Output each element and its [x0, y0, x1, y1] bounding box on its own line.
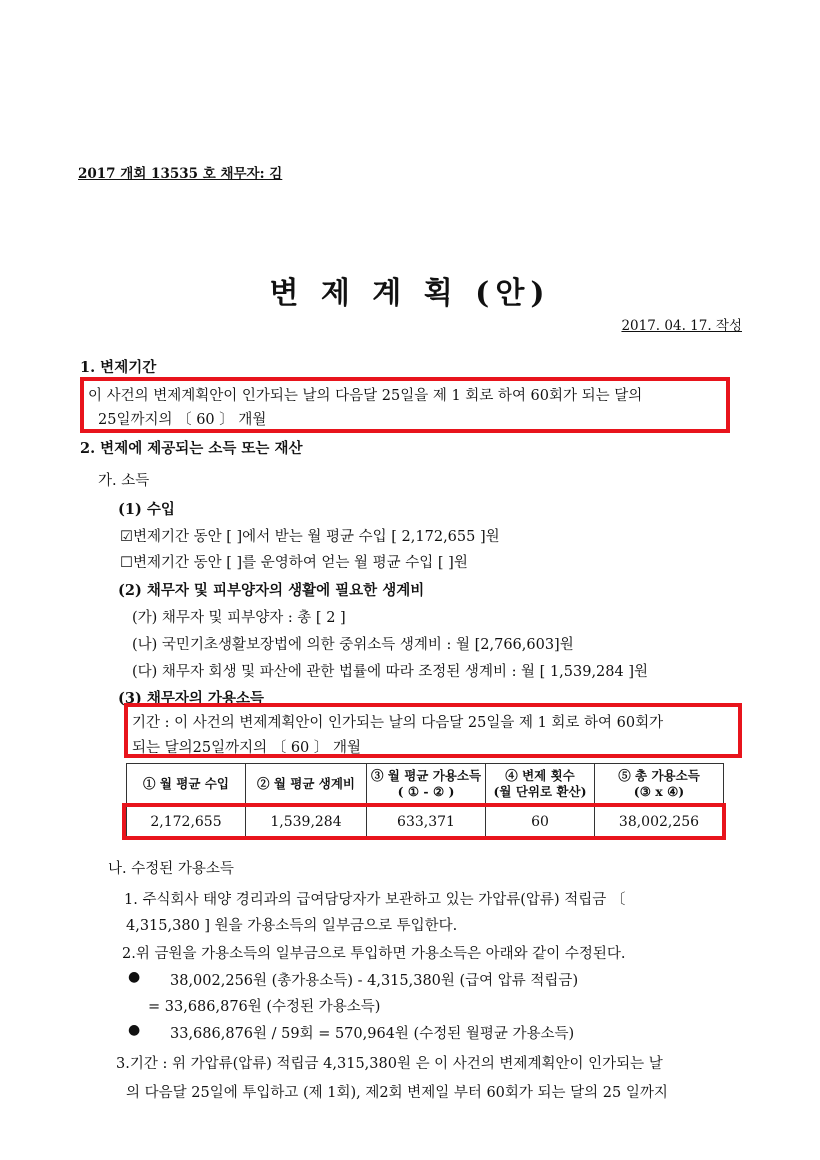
value-monthly-income: 2,172,655: [127, 805, 246, 840]
header-repayment-count: ④ 변제 횟수 (월 단위로 환산): [486, 764, 595, 805]
header-total-available: ⑤ 총 가용소득 (③ x ④): [595, 764, 724, 805]
living-cost-adjusted: (다) 채무자 회생 및 파산에 관한 법률에 따라 조정된 생계비 : 월 [ 1,539,284 ]원: [132, 664, 649, 680]
income-line-business: ☐변제기간 동안 [ ]를 운영하여 얻는 월 평균 수입 [ ]원: [120, 555, 468, 571]
income-line-salary: ☑변제기간 동안 [ ]에서 받는 월 평균 수입 [ 2,172,655 ]원: [120, 529, 500, 545]
bullet-icon: ●: [128, 969, 141, 985]
living-cost-median: (나) 국민기초생활보장법에 의한 중위소득 생계비 : 월 [2,766,603]원: [132, 637, 574, 653]
case-number-line: 2017 개회 13535 호 채무자: 김: [78, 166, 283, 182]
calc-adjusted-total: = 33,686,876원 (수정된 가용소득): [148, 999, 381, 1015]
income-heading: (1) 수입: [118, 501, 175, 518]
highlight-box-table-values: [122, 803, 726, 840]
adjusted-item3-line1: 3.기간 : 위 가압류(압류) 적립금 4,315,380원 은 이 사건의 변제계획안이 인가되는 날: [116, 1056, 663, 1072]
header-monthly-income: ① 월 평균 수입: [127, 764, 246, 805]
repayment-period-line1: 이 사건의 변제계획안이 인가되는 날의 다음달 25일을 제 1 회로 하여 60회가 되는 달의: [88, 388, 643, 404]
available-period-line1: 기간 : 이 사건의 변제계획안이 인가되는 날의 다음달 25일을 제 1 회로 하여 60회가: [132, 715, 664, 731]
table-header-row: [127, 764, 724, 805]
section1-heading: 1. 변제기간: [80, 359, 157, 376]
repayment-period-line2: 25일까지의 〔 60 〕 개월: [98, 412, 267, 428]
adjusted-item2: 2.위 금원을 가용소득의 일부금으로 투입하면 가용소득은 아래와 같이 수정된다.: [122, 946, 626, 962]
adjusted-item1-line1: 1. 주식회사 태양 경리과의 급여담당자가 보관하고 있는 가압류(압류) 적립금 〔: [124, 892, 626, 908]
adjusted-item3-line2: 의 다음달 25일에 투입하고 (제 1회), 제2회 변제일 부터 60회가 되는 달의 25 일까지: [126, 1085, 668, 1101]
value-total-available: 38,002,256: [595, 805, 724, 840]
adjusted-item1-line2: 4,315,380 ] 원을 가용소득의 일부금으로 투입한다.: [126, 918, 458, 934]
document-title: 변 제 계 획 (안): [269, 276, 551, 311]
available-income-heading: (3) 채무자의 가용소득: [118, 690, 264, 707]
value-monthly-available: 633,371: [367, 805, 486, 840]
living-cost-heading: (2) 채무자 및 피부양자의 생활에 필요한 생계비: [118, 582, 425, 599]
bullet-icon: ●: [128, 1022, 141, 1038]
value-monthly-living-cost: 1,539,284: [246, 805, 367, 840]
header-monthly-living-cost: ② 월 평균 생계비: [246, 764, 367, 805]
header-monthly-available: ③ 월 평균 가용소득 ( ① - ② ): [367, 764, 486, 805]
document-date: 2017. 04. 17. 작성: [621, 318, 742, 334]
calc-adjusted-monthly: 33,686,876원 / 59회 = 570,964원 (수정된 월평균 가용소득): [170, 1026, 575, 1042]
value-repayment-count: 60: [486, 805, 595, 840]
calc-total-minus-seized: 38,002,256원 (총가용소득) - 4,315,380원 (급여 압류 적립금): [170, 973, 579, 989]
section2-heading: 2. 변제에 제공되는 소득 또는 재산: [80, 440, 303, 457]
adjusted-income-heading: 나. 수정된 가용소득: [108, 861, 234, 877]
available-period-line2: 되는 달의25일까지의 〔 60 〕 개월: [132, 740, 362, 756]
income-subheading: 가. 소득: [98, 473, 150, 489]
living-cost-dependents: (가) 채무자 및 피부양자 : 총 [ 2 ]: [132, 610, 346, 626]
